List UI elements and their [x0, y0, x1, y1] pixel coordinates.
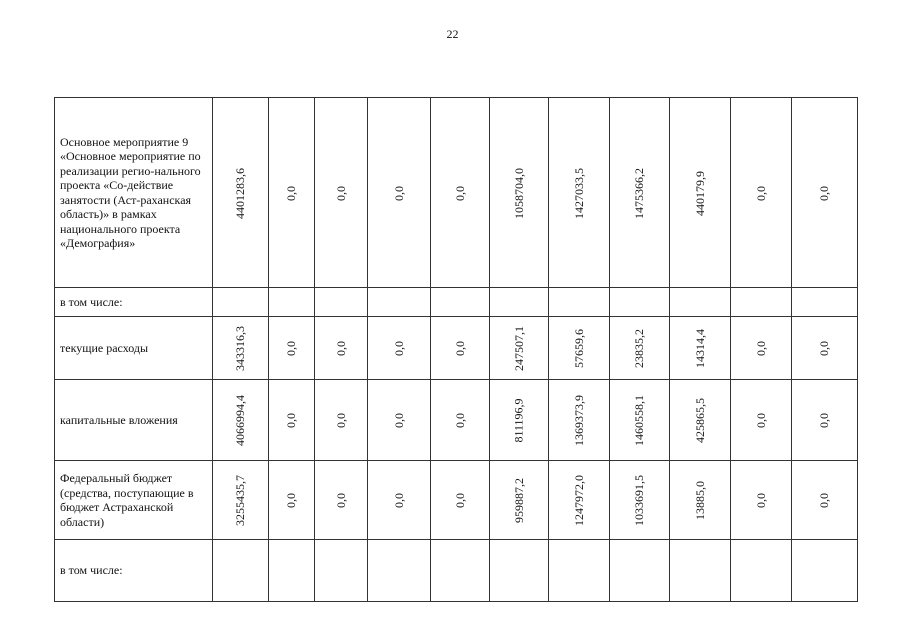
value-cell: [315, 317, 368, 380]
page-number: 22: [446, 27, 459, 41]
cell-value: 0,0: [284, 341, 298, 356]
value-cell: [213, 461, 269, 540]
value-cell: [368, 461, 431, 540]
value-cell: [549, 317, 610, 380]
cell-value: 1369373,9: [571, 395, 586, 446]
cell-value: 0,0: [753, 413, 768, 428]
cell-value: 0,0: [753, 185, 768, 201]
value-cell: [269, 461, 315, 540]
value-cell: [670, 288, 731, 317]
cell-value: 4401283,6: [233, 167, 247, 219]
cell-value: 13885,0: [692, 481, 707, 520]
federal-budget-row: [55, 461, 858, 540]
cell-value: 0,0: [333, 493, 348, 508]
value-cell: [269, 288, 315, 317]
capital-investments-row: [55, 380, 858, 461]
cell-value: 0,0: [753, 493, 768, 508]
value-cell: [269, 380, 315, 461]
cell-value: 0,0: [391, 413, 406, 428]
row-label: капитальные вложения: [55, 380, 213, 461]
cell-value: 0,0: [333, 341, 348, 356]
value-cell: [792, 461, 858, 540]
value-cell: [610, 540, 670, 602]
value-cell: [269, 98, 315, 288]
value-cell: [670, 317, 731, 380]
cell-value: 425865,5: [692, 398, 707, 443]
cell-value: 440179,9: [692, 170, 707, 216]
cell-value: 811196,9: [511, 398, 526, 443]
cell-value: 0,0: [333, 413, 348, 428]
cell-value: 1460558,1: [632, 395, 646, 446]
value-cell: [431, 461, 490, 540]
cell-value: 959887,2: [511, 478, 526, 523]
value-cell: [792, 288, 858, 317]
cell-value: 1427033,5: [571, 167, 586, 219]
cell-value: 0,0: [817, 341, 831, 356]
value-cell: [792, 380, 858, 461]
cell-value: 0,0: [452, 413, 467, 428]
row-label: Основное мероприятие 9 «Основное мероприятие по реализации регио-нального проекта «Со-действие занятости (Аст-раханская область)» в рамках национального проекта «Демография»: [55, 98, 213, 288]
value-cell: [315, 461, 368, 540]
value-cell: [610, 288, 670, 317]
value-cell: [490, 288, 549, 317]
cell-value: 1058704,0: [511, 167, 526, 219]
value-cell: [490, 540, 549, 602]
cell-value: 0,0: [452, 493, 467, 508]
value-cell: [269, 317, 315, 380]
cell-value: 0,0: [817, 493, 831, 508]
value-cell: [610, 461, 670, 540]
value-cell: [731, 461, 792, 540]
value-cell: [670, 380, 731, 461]
cell-value: 247507,1: [511, 326, 526, 371]
cell-value: 1475366,2: [632, 167, 646, 219]
value-cell: [368, 288, 431, 317]
value-cell: [731, 540, 792, 602]
budget-table: [54, 97, 858, 602]
value-cell: [315, 288, 368, 317]
row-label: Федеральный бюджет (средства, поступающие в бюджет Астраханской области): [55, 461, 213, 540]
value-cell: [431, 98, 490, 288]
value-cell: [431, 317, 490, 380]
value-cell: [315, 98, 368, 288]
value-cell: [315, 380, 368, 461]
value-cell: [368, 380, 431, 461]
value-cell: [670, 540, 731, 602]
value-cell: [431, 540, 490, 602]
cell-value: 57659,6: [571, 329, 586, 368]
cell-value: 0,0: [284, 185, 298, 201]
value-cell: [213, 288, 269, 317]
value-cell: [792, 98, 858, 288]
value-cell: [549, 288, 610, 317]
value-cell: [213, 98, 269, 288]
value-cell: [213, 540, 269, 602]
value-cell: [792, 317, 858, 380]
row-label: в том числе:: [55, 288, 213, 317]
cell-value: 0,0: [284, 493, 298, 508]
value-cell: [549, 540, 610, 602]
cell-value: 0,0: [452, 185, 467, 201]
value-cell: [610, 317, 670, 380]
value-cell: [610, 98, 670, 288]
value-cell: [213, 317, 269, 380]
row-label: в том числе:: [55, 540, 213, 602]
value-cell: [670, 98, 731, 288]
cell-value: 0,0: [284, 413, 298, 428]
value-cell: [315, 540, 368, 602]
value-cell: [792, 540, 858, 602]
value-cell: [549, 98, 610, 288]
value-cell: [549, 461, 610, 540]
including-row-2: [55, 540, 858, 602]
cell-value: 0,0: [391, 493, 406, 508]
cell-value: 0,0: [391, 341, 406, 356]
value-cell: [490, 317, 549, 380]
cell-value: 343316,3: [233, 326, 247, 371]
including-row: [55, 288, 858, 317]
value-cell: [490, 461, 549, 540]
value-cell: [368, 540, 431, 602]
cell-value: 3255435,7: [233, 475, 247, 526]
cell-value: 0,0: [333, 185, 348, 201]
cell-value: 0,0: [753, 341, 768, 356]
cell-value: 23835,2: [632, 329, 646, 368]
cell-value: 4066994,4: [233, 395, 247, 446]
cell-value: 0,0: [391, 185, 406, 201]
value-cell: [431, 288, 490, 317]
cell-value: 0,0: [817, 413, 831, 428]
cell-value: 14314,4: [692, 329, 707, 368]
value-cell: [490, 380, 549, 461]
value-cell: [368, 317, 431, 380]
value-cell: [731, 317, 792, 380]
value-cell: [213, 380, 269, 461]
value-cell: [670, 461, 731, 540]
value-cell: [731, 98, 792, 288]
current-expenses-row: [55, 317, 858, 380]
cell-value: 1033691,5: [632, 475, 646, 526]
value-cell: [549, 380, 610, 461]
value-cell: [431, 380, 490, 461]
value-cell: [731, 380, 792, 461]
cell-value: 0,0: [452, 341, 467, 356]
value-cell: [368, 98, 431, 288]
value-cell: [269, 540, 315, 602]
value-cell: [610, 380, 670, 461]
value-cell: [731, 288, 792, 317]
row-label: текущие расходы: [55, 317, 213, 380]
cell-value: 0,0: [817, 185, 831, 201]
cell-value: 1247972,0: [571, 475, 586, 526]
value-cell: [490, 98, 549, 288]
main-event-row: [55, 98, 858, 288]
